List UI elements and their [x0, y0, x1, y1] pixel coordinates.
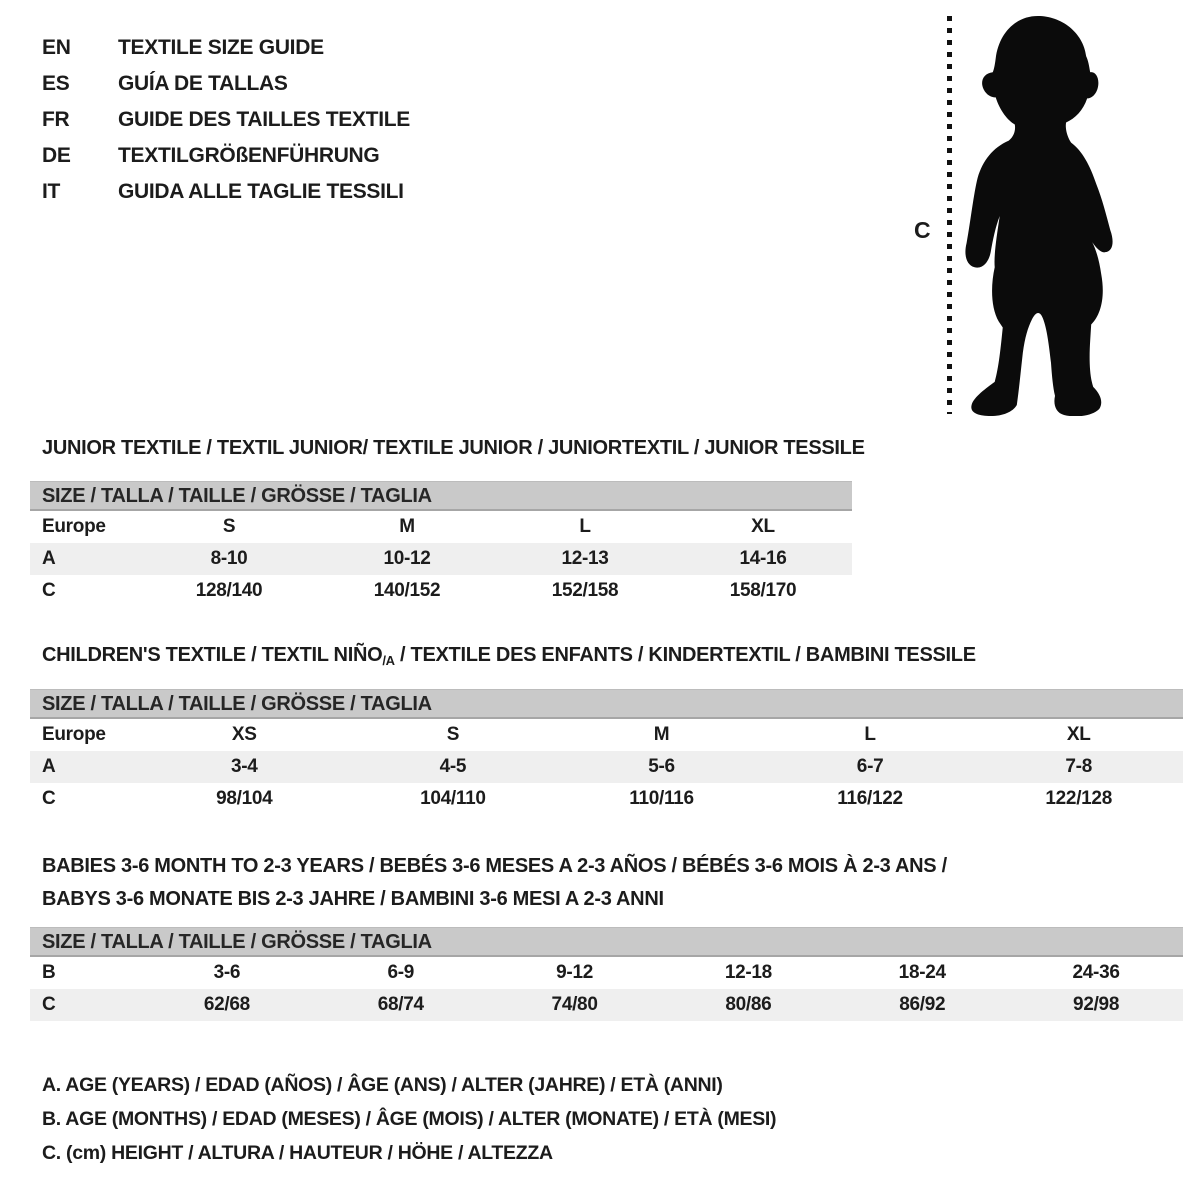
size-cell: S — [446, 724, 460, 745]
size-cell: 24-36 — [1072, 962, 1120, 983]
table-row — [30, 511, 852, 543]
size-cell: 10-12 — [383, 548, 431, 569]
size-cell: 8-10 — [210, 548, 248, 569]
table-row — [30, 575, 852, 607]
row-label: C — [42, 788, 56, 809]
language-row-it — [42, 174, 410, 210]
legend-line-a: A. AGE (YEARS) / EDAD (AÑOS) / ÂGE (ANS) / ALTER (JAHRE) / ETÀ (ANNI) — [42, 1074, 723, 1096]
size-cell: 80/86 — [725, 994, 772, 1015]
size-cell: 116/122 — [837, 788, 903, 809]
language-code: ES — [42, 72, 70, 95]
children-section-title — [42, 644, 976, 668]
measurement-legend — [42, 1068, 776, 1170]
junior-section-title: JUNIOR TEXTILE / TEXTIL JUNIOR/ TEXTILE JUNIOR / JUNIORTEXTIL / JUNIOR TESSILE — [42, 437, 865, 459]
row-label: C — [42, 994, 56, 1015]
table-row — [30, 957, 1183, 989]
language-code: DE — [42, 144, 71, 167]
children-title-sub: /A — [382, 653, 395, 668]
children-size-table — [30, 689, 1183, 815]
size-cell: 6-9 — [387, 962, 415, 983]
size-cell: 86/92 — [899, 994, 946, 1015]
babies-section-title — [42, 850, 947, 916]
size-cell: 152/158 — [551, 580, 619, 601]
size-cell: 12-13 — [561, 548, 609, 569]
language-row-es — [42, 66, 410, 102]
language-title: TEXTILGRÖßENFÜHRUNG — [118, 144, 380, 167]
language-title: GUÍA DE TALLAS — [118, 72, 288, 95]
babies-size-table — [30, 927, 1183, 1021]
size-cell: 9-12 — [556, 962, 593, 983]
language-title: TEXTILE SIZE GUIDE — [118, 36, 324, 59]
language-code: IT — [42, 180, 61, 203]
language-row-en — [42, 30, 410, 66]
size-cell: 5-6 — [648, 756, 675, 777]
language-row-fr — [42, 102, 410, 138]
language-row-de — [42, 138, 410, 174]
babies-title-line1: BABIES 3-6 MONTH TO 2-3 YEARS / BEBÉS 3-6 MESES A 2-3 AÑOS / BÉBÉS 3-6 MOIS À 2-3 ANS / — [42, 855, 947, 877]
size-cell: 14-16 — [739, 548, 787, 569]
legend-line-c: C. (cm) HEIGHT / ALTURA / HAUTEUR / HÖHE / ALTEZZA — [42, 1142, 553, 1164]
size-cell: 98/104 — [216, 788, 273, 809]
size-cell: L — [579, 516, 591, 537]
size-cell: 92/98 — [1073, 994, 1120, 1015]
table-row — [30, 751, 1183, 783]
junior-size-table — [30, 481, 852, 607]
table-row — [30, 783, 1183, 815]
row-label: Europe — [42, 724, 106, 745]
children-size-grid — [30, 719, 1183, 815]
height-measure-label: C — [914, 217, 931, 243]
size-cell: 12-18 — [724, 962, 772, 983]
size-cell: 122/128 — [1045, 788, 1112, 809]
size-cell: 104/110 — [420, 788, 486, 809]
babies-size-grid — [30, 957, 1183, 1021]
language-list — [42, 30, 410, 210]
size-cell: 128/140 — [195, 580, 263, 601]
language-code: EN — [42, 36, 71, 59]
language-title: GUIDE DES TAILLES TEXTILE — [118, 108, 410, 131]
size-cell: 6-7 — [856, 756, 884, 777]
language-title: GUIDA ALLE TAGLIE TESSILI — [118, 180, 404, 203]
row-label: A — [42, 548, 56, 569]
size-cell: XL — [751, 516, 775, 537]
table-row — [30, 719, 1183, 751]
size-cell: L — [864, 724, 876, 745]
table-row — [30, 989, 1183, 1021]
toddler-silhouette-icon — [962, 14, 1144, 416]
legend-line-b: B. AGE (MONTHS) / EDAD (MESES) / ÂGE (MOIS) / ALTER (MONATE) / ETÀ (MESI) — [42, 1108, 777, 1130]
size-cell: XL — [1066, 724, 1091, 745]
row-label: C — [42, 580, 56, 601]
size-cell: 3-4 — [231, 756, 258, 777]
size-cell: S — [222, 516, 236, 537]
size-cell: 62/68 — [203, 994, 250, 1015]
size-cell: 74/80 — [551, 994, 598, 1015]
junior-size-grid — [30, 511, 852, 607]
size-header-bar: SIZE / TALLA / TAILLE / GRÖSSE / TAGLIA — [30, 689, 1183, 719]
height-figure — [900, 0, 1160, 430]
size-cell: 68/74 — [377, 994, 424, 1015]
language-code: FR — [42, 108, 70, 131]
size-cell: 7-8 — [1065, 756, 1092, 777]
children-title-pre: CHILDREN'S TEXTILE / TEXTIL NIÑO — [42, 644, 383, 666]
size-header-bar: SIZE / TALLA / TAILLE / GRÖSSE / TAGLIA — [30, 481, 852, 511]
size-cell: M — [399, 516, 415, 537]
size-cell: 158/170 — [729, 580, 797, 601]
row-label: Europe — [42, 516, 106, 537]
size-cell: 140/152 — [373, 580, 441, 601]
table-row — [30, 543, 852, 575]
size-cell: 3-6 — [213, 962, 241, 983]
size-cell: M — [653, 724, 670, 745]
size-cell: 4-5 — [439, 756, 467, 777]
row-label: B — [42, 962, 56, 983]
size-cell: 18-24 — [898, 962, 946, 983]
babies-title-line2: BABYS 3-6 MONATE BIS 2-3 JAHRE / BAMBINI 3-6 MESI A 2-3 ANNI — [42, 888, 664, 910]
row-label: A — [42, 756, 56, 777]
size-cell: 110/116 — [629, 788, 694, 809]
height-measure-dashed-line — [947, 16, 952, 414]
children-title-post: / TEXTILE DES ENFANTS / KINDERTEXTIL / BAMBINI TESSILE — [394, 644, 976, 666]
size-cell: XS — [231, 724, 257, 745]
size-header-bar: SIZE / TALLA / TAILLE / GRÖSSE / TAGLIA — [30, 927, 1183, 957]
